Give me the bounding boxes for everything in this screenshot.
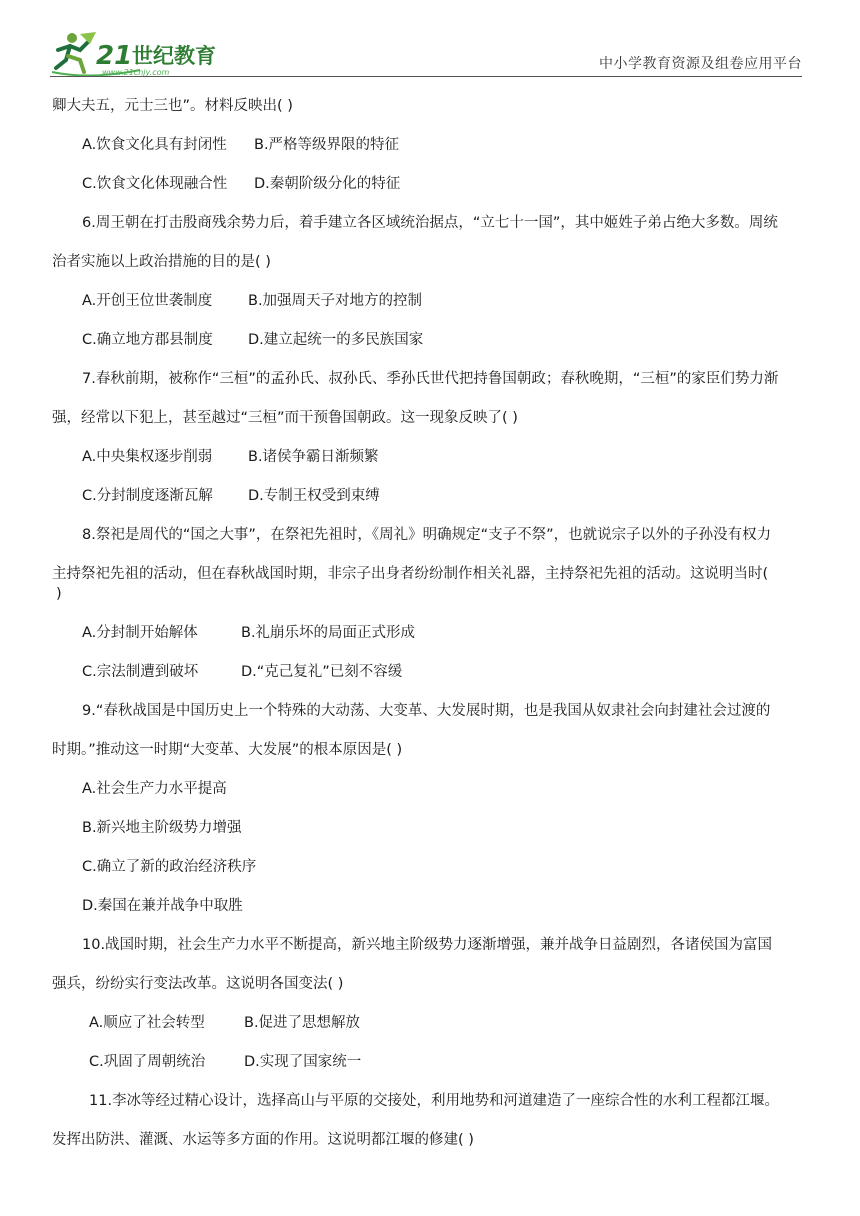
question-6-stem-line-1: 6.周王朝在打击殷商残余势力后，着手建立各区域统治据点，“立七十一国”，其中姬姓子弟占绝大多数。周统 xyxy=(82,215,778,231)
option-a: A.中央集权逐步削弱 xyxy=(82,449,213,465)
option-c: C.确立地方郡县制度 xyxy=(82,332,213,348)
question-7-options-row-2 xyxy=(52,486,806,506)
option-a: A.社会生产力水平提高 xyxy=(82,781,227,797)
option-b: B.严格等级界限的特征 xyxy=(254,137,400,153)
option-a: A.饮食文化具有封闭性 xyxy=(82,137,227,153)
option-d: D.建立起统一的多民族国家 xyxy=(248,332,424,348)
question-11-stem-line-2: 发挥出防洪、灌溉、水运等多方面的作用。这说明都江堰的修建( ) xyxy=(52,1132,474,1148)
question-10-stem-line-1: 10.战国时期，社会生产力水平不断提高，新兴地主阶级势力逐渐增强，兼并战争日益剧烈，各诸侯国为富国 xyxy=(82,937,773,953)
question-8-options-row-1 xyxy=(52,623,806,643)
option-a: A.顺应了社会转型 xyxy=(89,1015,205,1031)
option-c: C.分封制度逐渐瓦解 xyxy=(82,488,213,504)
platform-name: 中小学教育资源及组卷应用平台 xyxy=(599,56,802,72)
option-a: A.开创王位世袭制度 xyxy=(82,293,213,309)
option-d: D.“克己复礼”已刻不容缓 xyxy=(241,664,403,680)
option-a: A.分封制开始解体 xyxy=(82,625,198,641)
option-b: B.礼崩乐坏的局面正式形成 xyxy=(241,625,416,641)
question-8-stem-line-1: 8.祭祀是周代的“国之大事”，在祭祀先祖时，《周礼》明确规定“支子不祭”，也就说宗子以外的子孙没有权力 xyxy=(82,527,772,543)
question-9-stem-line-1: 9.“春秋战国是中国历史上一个特殊的大动荡、大变革、大发展时期，也是我国从奴隶社会向封建社会过渡的 xyxy=(82,703,771,719)
option-c: C.饮食文化体现融合性 xyxy=(82,176,228,192)
question-content xyxy=(52,96,806,1150)
runner-logo-icon xyxy=(50,30,230,78)
option-d: D.秦朝阶级分化的特征 xyxy=(254,176,401,192)
question-6-options-row-2 xyxy=(52,330,806,350)
option-b: B.加强周天子对地方的控制 xyxy=(248,293,423,309)
option-c: C.确立了新的政治经济秩序 xyxy=(82,859,257,875)
question-10-options-row-1 xyxy=(52,1013,806,1033)
option-d: D.专制王权受到束缚 xyxy=(248,488,380,504)
question-6-stem-line-2: 治者实施以上政治措施的目的是( ) xyxy=(52,254,271,270)
question-11-stem-line-1: 11.李冰等经过精心设计，选择高山与平原的交接处，利用地势和河道建造了一座综合性的水利工程都江堰。 xyxy=(89,1093,780,1109)
option-c: C.宗法制遭到破坏 xyxy=(82,664,199,680)
option-c: C.巩固了周朝统治 xyxy=(89,1054,206,1070)
option-b: B.新兴地主阶级势力增强 xyxy=(82,820,242,836)
question-7-stem-line-1: 7.春秋前期，被称作“三桓”的孟孙氏、叔孙氏、季孙氏世代把持鲁国朝政；春秋晚期，“三桓”的家臣们势力渐 xyxy=(82,371,779,387)
option-d: D.秦国在兼并战争中取胜 xyxy=(82,898,243,914)
option-b: B.促进了思想解放 xyxy=(244,1015,361,1031)
question-5-options-row-1 xyxy=(52,135,806,155)
question-8-stem-line-2: 主持祭祀先祖的活动，但在春秋战国时期，非宗子出身者纷纷制作相关礼器，主持祭祀先祖的活动。这说明当时( xyxy=(52,566,769,582)
logo-brand-text: 世纪教育 xyxy=(132,44,216,68)
question-5-options-row-2 xyxy=(52,174,806,194)
question-8-stem-line-3: ) xyxy=(56,586,62,602)
question-5-stem-end: 卿大夫五，元士三也”。材料反映出( ) xyxy=(52,98,293,114)
option-d: D.实现了国家统一 xyxy=(244,1054,362,1070)
logo xyxy=(50,30,230,78)
question-10-options-row-2 xyxy=(52,1052,806,1072)
header-divider xyxy=(50,76,802,77)
logo-url-text: www.21cnjy.com xyxy=(102,68,170,77)
option-b: B.诸侯争霸日渐频繁 xyxy=(248,449,379,465)
question-8-options-row-2 xyxy=(52,662,806,682)
question-6-options-row-1 xyxy=(52,291,806,311)
logo-number-text: 21 xyxy=(96,41,133,71)
question-10-stem-line-2: 强兵，纷纷实行变法改革。这说明各国变法( ) xyxy=(52,976,344,992)
question-7-stem-line-2: 强，经常以下犯上，甚至越过“三桓”而干预鲁国朝政。这一现象反映了( ) xyxy=(52,410,518,426)
question-9-stem-line-2: 时期。”推动这一时期“大变革、大发展”的根本原因是( ) xyxy=(52,742,403,758)
page-header xyxy=(0,0,860,80)
question-7-options-row-1 xyxy=(52,447,806,467)
